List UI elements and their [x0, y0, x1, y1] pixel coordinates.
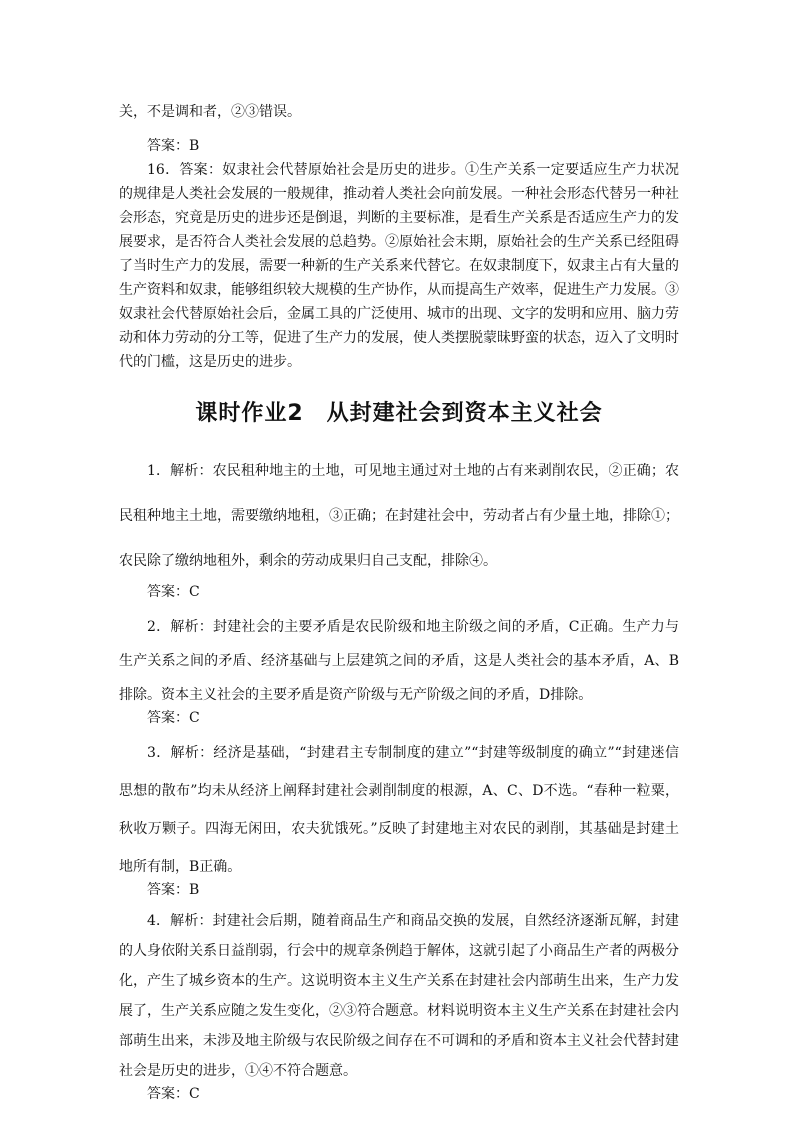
page-content — [119, 100, 679, 1106]
answer-15: 答案：B — [147, 138, 200, 154]
answer-1: 答案：C — [147, 584, 200, 600]
question-2-analysis: 2．解析：封建社会的主要矛盾是农民阶级和地主阶级之间的矛盾，C正确。生产力与生产关系之间的矛盾、经济基础与上层建筑之间的矛盾，这是人类社会的基本矛盾，A、B排除。资本主义社会的主要矛盾是资产阶级与无产阶级之间的矛盾，D排除。 — [119, 619, 679, 703]
answer-3: 答案：B — [147, 882, 200, 898]
question-16-answer: 16．答案：奴隶社会代替原始社会是历史的进步。①生产关系一定要适应生产力状况的规律是人类社会发展的一般规律，推动着人类社会向前发展。一种社会形态代替另一种社会形态，究竟是历史的进步还是倒退，判断的主要标准，是看生产关系是否适应生产力的发展要求，是否符合人类社会发展的总趋势。②原始社会末期，原始社会的生产关系已经阻碍了当时生产力的发展，需要一种新的生产关系来代替它。在奴隶制度下，奴隶主占有大量的生产资料和奴隶，能够组织较大规模的生产协作，从而提高生产效率，促进生产力发展。③奴隶社会代替原始社会后，金属工具的广泛使用、城市的出现、文字的发明和应用、脑力劳动和体力劳动的分工等，促进了生产力的发展，使人类摆脱蒙昧野蛮的状态，迈入了文明时代的门槛，这是历史的进步。 — [119, 162, 679, 370]
continued-paragraph: 关，不是调和者，②③错误。 — [119, 104, 301, 120]
question-1-analysis: 1．解析：农民租种地主的土地，可见地主通过对土地的占有来剥削农民，②正确；农民租种地主土地，需要缴纳地租，③正确；在封建社会中，劳动者占有少量土地，排除①；农民除了缴纳地租外，剩余的劳动成果归自己支配，排除④。 — [119, 463, 679, 569]
section-title: 课时作业2 从封建社会到资本主义社会 — [195, 401, 603, 426]
answer-2: 答案：C — [147, 710, 200, 726]
question-4-analysis: 4．解析：封建社会后期，随着商品生产和商品交换的发展，自然经济逐渐瓦解，封建的人身依附关系日益削弱，行会中的规章条例趋于解体，这就引起了小商品生产者的两极分化，产生了城乡资本的生产。这说明资本主义生产关系在封建社会内部萌生出来，生产力发展了，生产关系应随之发生变化，②③符合题意。材料说明资本主义生产关系在封建社会内部萌生出来，未涉及地主阶级与农民阶级之间存在不可调和的矛盾和资本主义社会代替封建社会是历史的进步，①④不符合题意。 — [119, 913, 679, 1079]
question-3-analysis: 3．解析：经济是基础，“封建君主专制制度的建立”“封建等级制度的确立”“封建迷信思想的散布”均未从经济上阐释封建社会剥削制度的根源，A、C、D不选。“春种一粒粟，秋收万颗子。四海无闲田，农夫犹饿死。”反映了封建地主对农民的剥削，其基础是封建土地所有制，B正确。 — [119, 745, 679, 875]
answer-4: 答案：C — [147, 1086, 200, 1102]
